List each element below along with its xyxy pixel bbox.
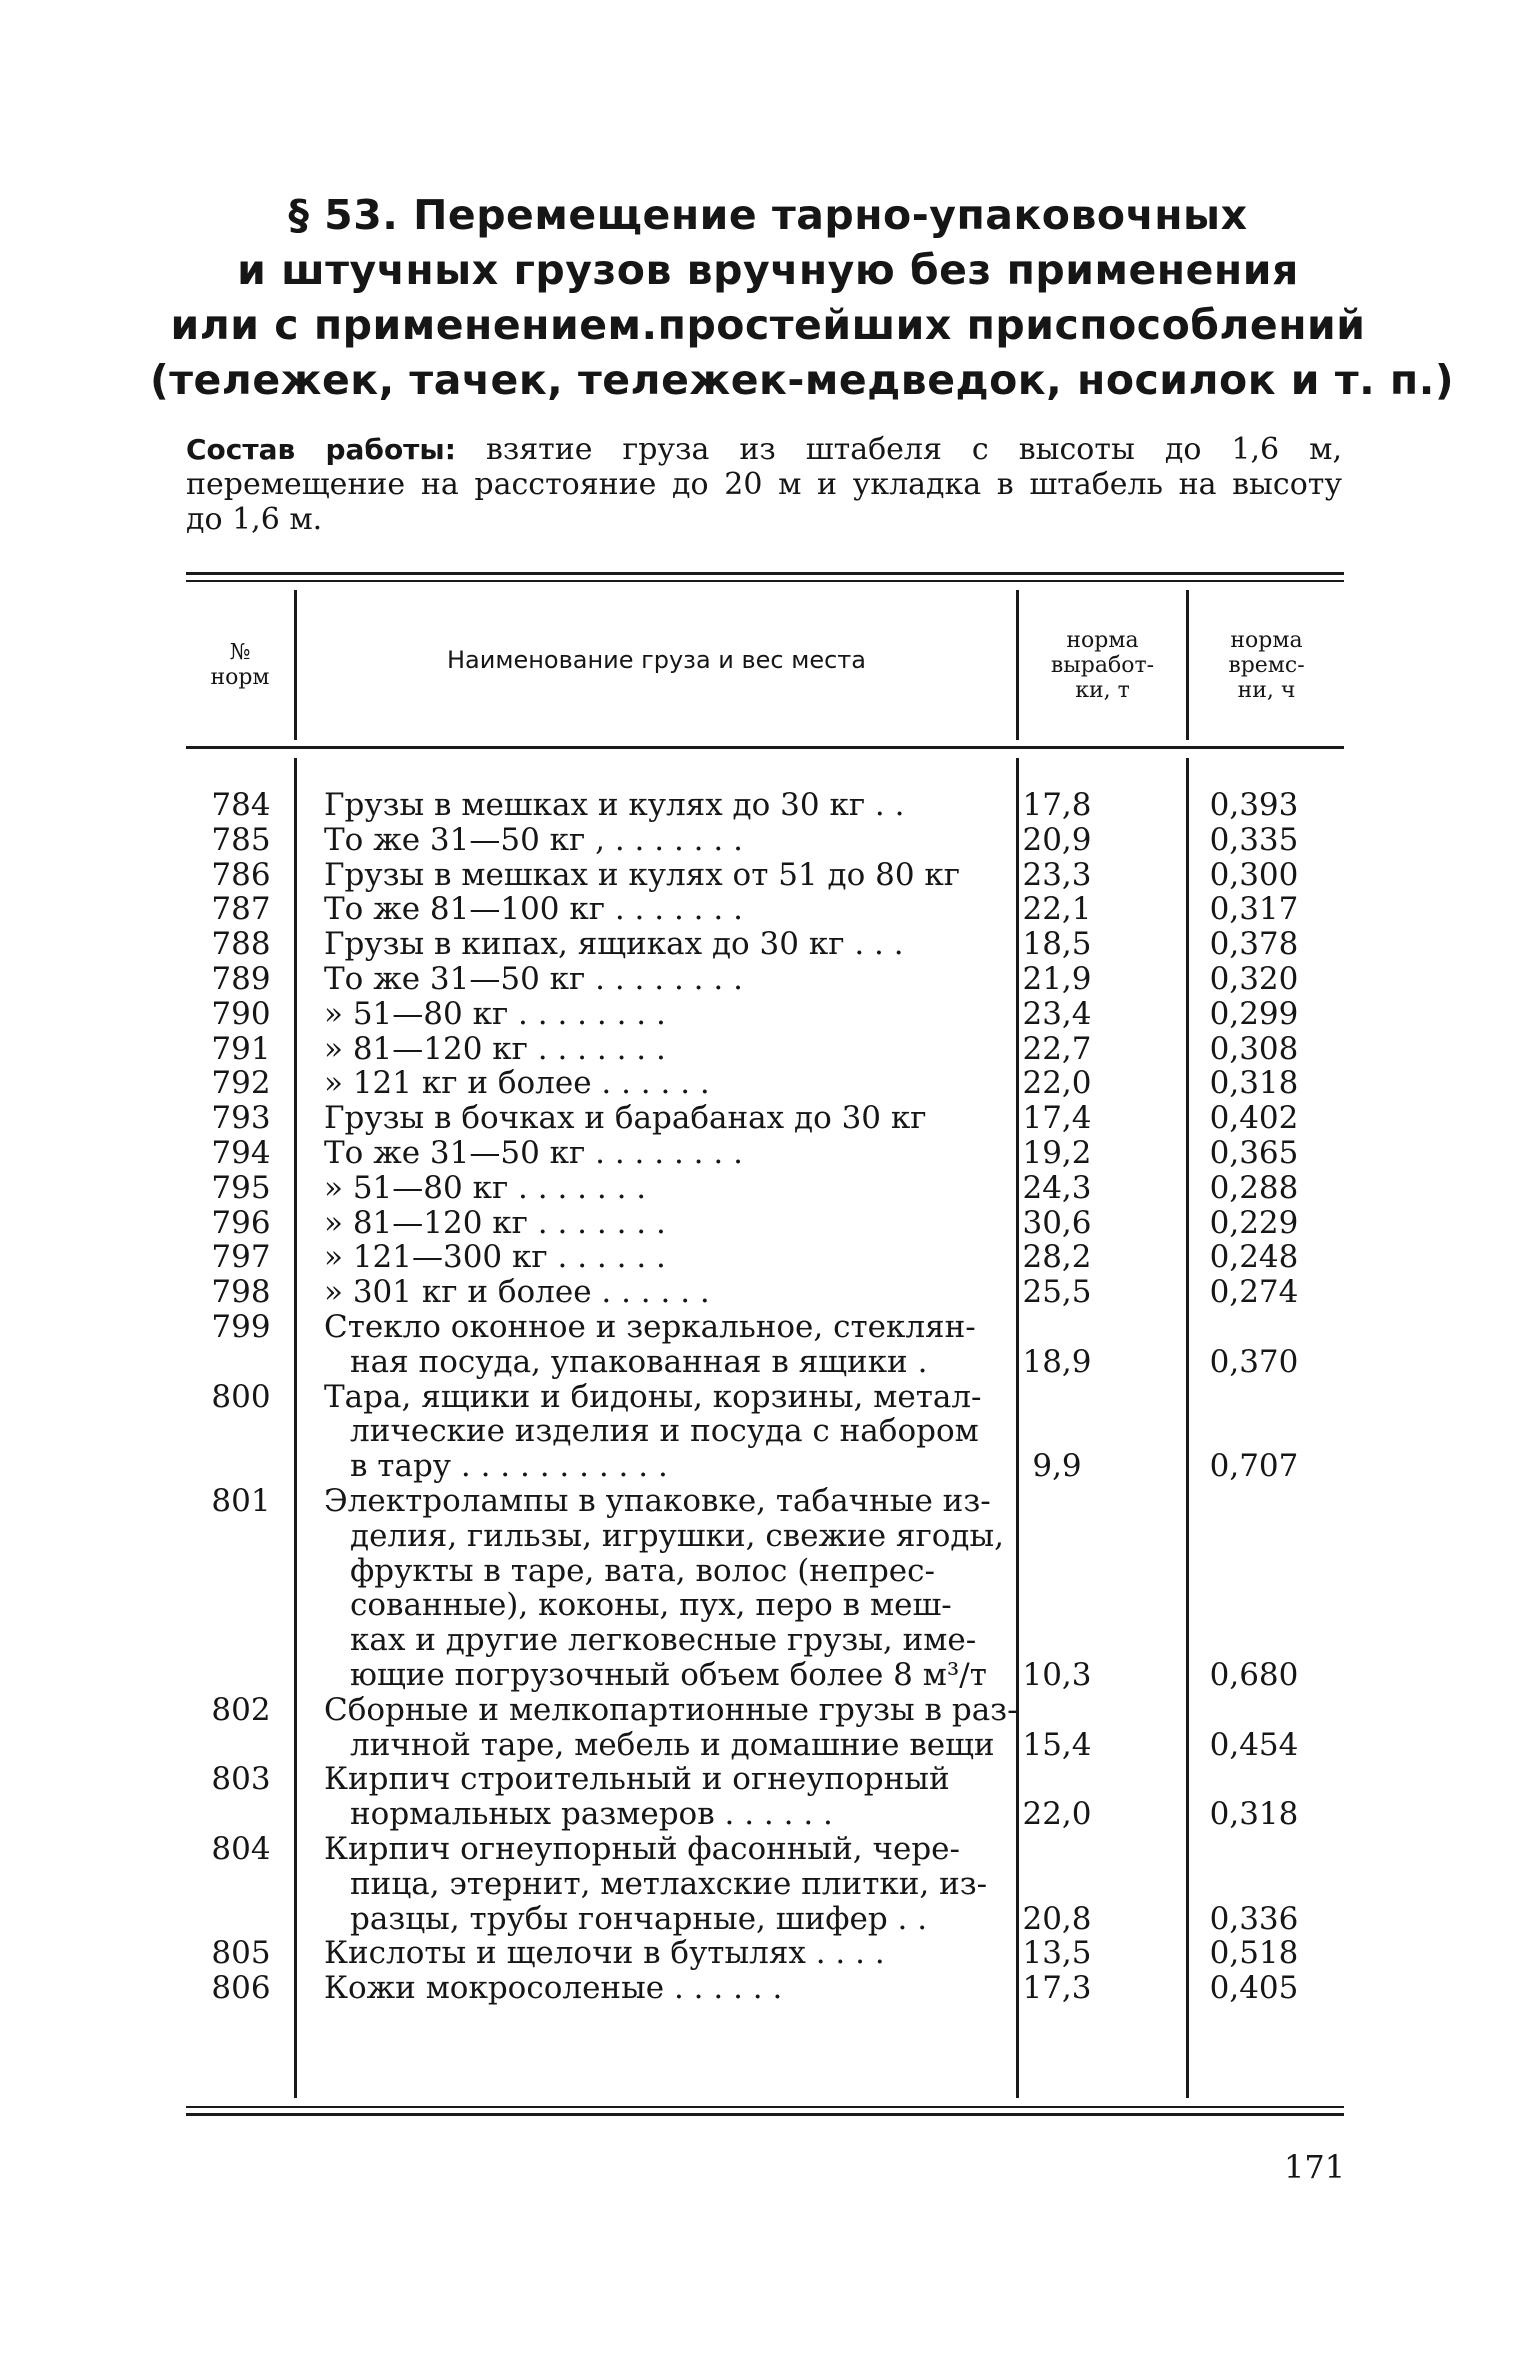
output-norm: 23,3: [1022, 856, 1092, 893]
cargo-name-line: То же 81—100 кг . . . . . . .: [324, 892, 743, 928]
output-norm: 13,5: [1022, 1935, 1092, 1972]
output-norm: 17,3: [1022, 1970, 1092, 2007]
output-norm: 22,0: [1022, 1065, 1092, 1102]
cargo-name-line: Электролампы в упаковке, табачные из-: [324, 1483, 991, 1519]
cargo-name-line: делия, гильзы, игрушки, свежие ягоды,: [350, 1518, 1004, 1554]
cargo-name-line: Кирпич строительный и огнеупорный: [324, 1762, 950, 1798]
table-row: [186, 788, 1344, 823]
time-norm: 0,454: [1209, 1726, 1299, 1763]
time-norm: 0,320: [1209, 960, 1299, 997]
output-norm: 18,9: [1022, 1343, 1092, 1380]
output-norm: 20,8: [1022, 1900, 1092, 1937]
cargo-name-line: лические изделия и посуда с набором: [350, 1414, 979, 1450]
norm-number: 791: [211, 1030, 271, 1067]
work-description: [186, 432, 1342, 537]
norm-number: 803: [211, 1761, 271, 1798]
cargo-name-line: Грузы в мешках и кулях до 30 кг . .: [324, 788, 905, 823]
time-norm: 0,518: [1209, 1935, 1299, 1972]
cargo-name-line: сованные), коконы, пух, перо в меш-: [350, 1588, 952, 1624]
output-norm: 25,5: [1022, 1274, 1092, 1311]
time-norm: 0,248: [1209, 1239, 1299, 1276]
time-norm: 0,288: [1209, 1169, 1299, 1206]
table-row: [186, 927, 1344, 962]
time-norm: 0,300: [1209, 856, 1299, 893]
output-norm: 22,7: [1022, 1030, 1092, 1067]
norm-number: 797: [211, 1239, 271, 1276]
cargo-name-line: ющие погрузочный объем более 8 м³/т: [350, 1657, 987, 1693]
title-line: или с применением.простейших приспособлений: [170, 301, 1366, 349]
table-row: [186, 1832, 1344, 1936]
table-row: [186, 1971, 1344, 2006]
table-row: [186, 1032, 1344, 1067]
cargo-name-line: нормальных размеров . . . . . .: [350, 1797, 833, 1832]
header-num: № норм: [210, 640, 270, 690]
norm-number: 802: [211, 1691, 271, 1728]
table-row: [186, 962, 1344, 997]
table-body: [186, 788, 1344, 2006]
cargo-name-line: » 81—120 кг . . . . . . .: [324, 1205, 666, 1241]
time-norm: 0,229: [1209, 1204, 1299, 1241]
table-row: [186, 1275, 1344, 1310]
cargo-name-line: » 51—80 кг . . . . . . .: [324, 1170, 647, 1206]
table-row: [186, 1380, 1344, 1484]
time-norm: 0,299: [1209, 995, 1299, 1032]
output-norm: 30,6: [1022, 1204, 1092, 1241]
output-norm: 19,2: [1022, 1134, 1092, 1171]
cargo-name-line: То же 31—50 кг . . . . . . . .: [324, 961, 743, 997]
table-row: [186, 1484, 1344, 1693]
cargo-name-line: Грузы в бочках и барабанах до 30 кг: [324, 1101, 927, 1136]
cargo-name-line: То же 31—50 кг . . . . . . . .: [324, 1135, 743, 1171]
cargo-name-line: » 121 кг и более . . . . . .: [324, 1066, 710, 1102]
table-row: [186, 858, 1344, 893]
norm-number: 788: [211, 926, 271, 963]
norm-number: 785: [211, 821, 271, 858]
norm-number: 806: [211, 1970, 271, 2007]
cargo-name-line: Кислоты и щелочи в бутылях . . . .: [324, 1936, 885, 1972]
norm-number: 787: [211, 891, 271, 928]
table-row: [186, 997, 1344, 1032]
output-norm: 21,9: [1022, 960, 1092, 997]
output-norm: 15,4: [1022, 1726, 1092, 1763]
work-line: перемещение на расстояние до 20 м и укладка в штабель на высоту: [186, 467, 1342, 502]
header-name: Наименование груза и вес места: [447, 646, 866, 674]
table-row: [186, 1206, 1344, 1241]
table-top-rule: [186, 580, 1344, 582]
table-row: [186, 1762, 1344, 1832]
table-row: [186, 1066, 1344, 1101]
norm-number: 801: [211, 1482, 271, 1519]
norm-number: 800: [211, 1378, 271, 1415]
table-row: [186, 1101, 1344, 1136]
norm-number: 794: [211, 1134, 271, 1171]
cargo-name-line: в тару . . . . . . . . . . .: [350, 1449, 668, 1484]
work-line: до 1,6 м.: [186, 502, 323, 537]
cargo-name-line: Кирпич огнеупорный фасонный, чере-: [324, 1831, 960, 1867]
norm-number: 789: [211, 960, 271, 997]
norm-number: 786: [211, 856, 271, 893]
output-norm: 9,9: [1032, 1448, 1082, 1485]
cargo-name-line: » 51—80 кг . . . . . . . .: [324, 996, 666, 1032]
table-row: [186, 1310, 1344, 1380]
table-bottom-rule: [186, 2106, 1344, 2108]
cargo-name-line: разцы, трубы гончарные, шифер . .: [350, 1901, 928, 1937]
table-row: [186, 892, 1344, 927]
table-row: [186, 1171, 1344, 1206]
time-norm: 0,393: [1209, 787, 1299, 823]
section-title: [150, 188, 1455, 408]
table-row: [186, 1693, 1344, 1763]
cargo-name-line: Стекло оконное и зеркальное, стеклян-: [324, 1309, 976, 1345]
time-norm: 0,378: [1209, 926, 1299, 963]
work-label: Состав работы:: [186, 433, 456, 466]
title-line: (тележек, тачек, тележек-медведок, носилок и т. п.): [150, 356, 1455, 404]
cargo-name-line: » 301 кг и более . . . . . .: [324, 1275, 710, 1310]
time-norm: 0,317: [1209, 891, 1299, 928]
table-row: [186, 1136, 1344, 1171]
cargo-name-line: То же 31—50 кг , . . . . . . .: [324, 822, 743, 858]
output-norm: 23,4: [1022, 995, 1092, 1032]
norm-number: 793: [211, 1100, 271, 1137]
header-bottom-rule: [186, 746, 1344, 749]
table-row: [186, 1240, 1344, 1275]
norm-number: 804: [211, 1830, 271, 1867]
time-norm: 0,365: [1209, 1134, 1299, 1171]
norm-number: 798: [211, 1274, 271, 1311]
time-norm: 0,370: [1209, 1343, 1299, 1380]
norm-number: 799: [211, 1308, 271, 1345]
norm-number: 784: [211, 787, 271, 823]
work-line: Состав работы: взятие груза из штабеля с высоты до 1,6 м,: [186, 432, 1343, 467]
title-line: и штучных грузов вручную без применения: [237, 246, 1299, 294]
cargo-name-line: » 121—300 кг . . . . . .: [324, 1240, 666, 1276]
time-norm: 0,402: [1209, 1100, 1299, 1137]
norm-number: 792: [211, 1065, 271, 1102]
output-norm: 17,4: [1022, 1100, 1092, 1137]
cargo-name-line: пица, этернит, метлахские плитки, из-: [350, 1866, 988, 1902]
output-norm: 10,3: [1022, 1656, 1092, 1693]
output-norm: 22,1: [1022, 891, 1092, 928]
title-line: § 53. Перемещение тарно-упаковочных: [288, 191, 1248, 239]
table-bottom-rule: [186, 2113, 1344, 2116]
output-norm: 20,9: [1022, 821, 1092, 858]
cargo-name-line: Кожи мокросоленые . . . . . .: [324, 1971, 783, 2006]
cargo-name-line: Грузы в мешках и кулях от 51 до 80 кг: [324, 857, 961, 893]
cargo-name-line: фрукты в таре, вата, волос (непрес-: [350, 1553, 935, 1589]
table-row: [186, 823, 1344, 858]
cargo-name-line: » 81—120 кг . . . . . . .: [324, 1031, 666, 1067]
table-top-rule: [186, 572, 1344, 575]
time-norm: 0,274: [1209, 1274, 1299, 1311]
header-time: норма времс- ни, ч: [1228, 628, 1305, 703]
page-number: 171: [1284, 2148, 1346, 2186]
cargo-name-line: Тара, ящики и бидоны, корзины, метал-: [324, 1379, 982, 1415]
time-norm: 0,336: [1209, 1900, 1299, 1937]
cargo-name-line: личной таре, мебель и домашние вещи: [350, 1727, 995, 1763]
header-output: норма выработ- ки, т: [1050, 628, 1155, 703]
time-norm: 0,680: [1209, 1656, 1299, 1693]
norm-number: 795: [211, 1169, 271, 1206]
cargo-name-line: ках и другие легковесные грузы, име-: [350, 1623, 977, 1658]
output-norm: 28,2: [1022, 1239, 1092, 1276]
cargo-name-line: Сборные и мелкопартионные грузы в раз-: [324, 1692, 1018, 1728]
output-norm: 17,8: [1022, 787, 1092, 823]
output-norm: 22,0: [1022, 1796, 1092, 1833]
norm-number: 796: [211, 1204, 271, 1241]
time-norm: 0,318: [1209, 1796, 1299, 1833]
table-row: [186, 1936, 1344, 1971]
cargo-name-line: ная посуда, упакованная в ящики .: [350, 1344, 928, 1380]
time-norm: 0,405: [1209, 1970, 1299, 2007]
time-norm: 0,308: [1209, 1030, 1299, 1067]
norm-number: 805: [211, 1935, 271, 1972]
time-norm: 0,318: [1209, 1065, 1299, 1102]
time-norm: 0,335: [1209, 821, 1299, 858]
output-norm: 24,3: [1022, 1169, 1092, 1206]
output-norm: 18,5: [1022, 926, 1092, 963]
norm-number: 790: [211, 995, 271, 1032]
time-norm: 0,707: [1209, 1448, 1299, 1485]
cargo-name-line: Грузы в кипах, ящиках до 30 кг . . .: [324, 927, 904, 962]
